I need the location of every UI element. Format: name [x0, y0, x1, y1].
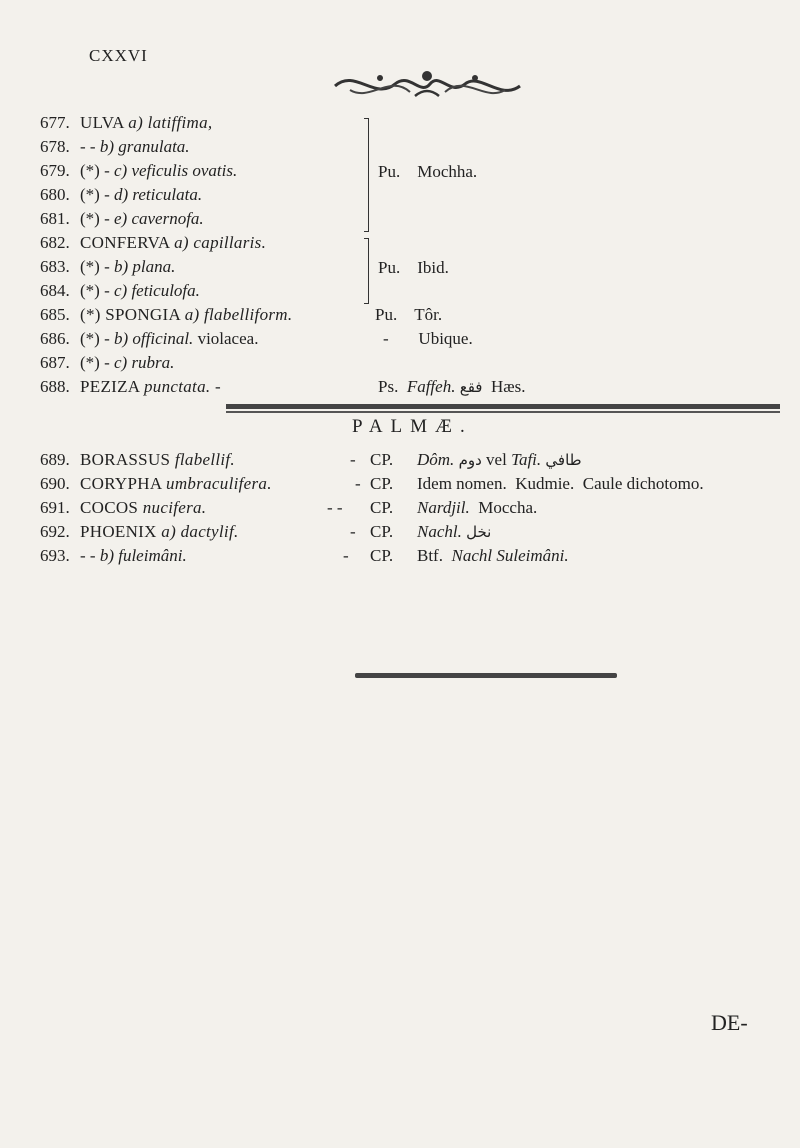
entry-number: 681.: [40, 209, 70, 228]
list-item: 690. CORYPHA umbraculifera. - CP. Idem nomen. Kudmie. Caule dichotomo.: [40, 474, 704, 493]
genus-name: (*) - d) reticulata.: [80, 185, 203, 204]
list-item: 689. BORASSUS flabellif. - CP. Dôm. دوم vel Tafi. طافي: [40, 450, 582, 469]
bracket: [364, 118, 369, 232]
entry-number: 693.: [40, 546, 70, 565]
note: Nachl. نخل: [417, 522, 492, 541]
entry-number: 686.: [40, 329, 70, 348]
entry-number: 692.: [40, 522, 70, 541]
entry-number: 685.: [40, 305, 70, 324]
entry-number: 683.: [40, 257, 70, 276]
entry-number: 689.: [40, 450, 70, 469]
ornament-icon: [330, 66, 525, 106]
code: CP.: [370, 546, 394, 565]
code: CP.: [370, 498, 394, 517]
genus-name: PHOENIX a) dactylif.: [80, 522, 239, 541]
locality-685: Pu. Tôr.: [375, 305, 443, 324]
bracket: [364, 238, 369, 304]
page-number: CXXVI: [89, 46, 148, 65]
genus-name: (*) - b) officinal. violacea.: [80, 329, 259, 348]
genus-name: (*) - c) veficulis ovatis.: [80, 161, 238, 180]
locality-688: Ps. Faffeh. فقع Hæs.: [378, 377, 526, 396]
genus-name: (*) - c) rubra.: [80, 353, 175, 372]
entry-number: 684.: [40, 281, 70, 300]
divider: [226, 404, 780, 409]
note: Nardjil. Moccha.: [417, 498, 538, 517]
list-item: 691. COCOS nucifera. - - CP. Nardjil. Moccha.: [40, 498, 538, 517]
entry-number: 688.: [40, 377, 70, 396]
note: Btf. Nachl Suleimâni.: [417, 546, 569, 565]
entry-number: 679.: [40, 161, 70, 180]
entry-number: 691.: [40, 498, 70, 517]
section-title: PALMÆ.: [352, 416, 473, 437]
entry-number: 690.: [40, 474, 70, 493]
genus-name: (*) - e) cavernofa.: [80, 209, 204, 228]
genus-name: - - b) fuleimâni.: [80, 546, 187, 565]
genus-name: CONFERVA a) capillaris.: [80, 233, 267, 252]
entry-number: 682.: [40, 233, 70, 252]
code: CP.: [370, 450, 394, 469]
entry-number: 687.: [40, 353, 70, 372]
locality-group2: Pu. Ibid.: [378, 258, 449, 277]
genus-name: ULVA a) latiffima,: [80, 113, 213, 132]
genus-name: COCOS nucifera.: [80, 498, 207, 517]
genus-name: (*) - c) feticulofa.: [80, 281, 200, 300]
genus-name: BORASSUS flabellif.: [80, 450, 235, 469]
genus-name: (*) SPONGIA a) flabelliform.: [80, 305, 293, 324]
genus-name: (*) - b) plana.: [80, 257, 176, 276]
entry-number: 677.: [40, 113, 70, 132]
list-item: 692. PHOENIX a) dactylif. - CP. Nachl. نخل: [40, 522, 492, 541]
entry-number: 678.: [40, 137, 70, 156]
locality-686: - Ubique.: [383, 329, 473, 348]
divider: [226, 411, 780, 413]
note: Dôm. دوم vel Tafi. طافي: [417, 450, 582, 469]
locality-group1: Pu. Mochha.: [378, 162, 478, 181]
catchword: DE-: [711, 1010, 748, 1035]
note: Idem nomen. Kudmie. Caule dichotomo.: [417, 474, 704, 493]
genus-name: CORYPHA umbraculifera.: [80, 474, 272, 493]
code: CP.: [370, 522, 394, 541]
list-item: 693. - - b) fuleimâni. - CP. Btf. Nachl Suleimâni.: [40, 546, 569, 565]
divider: [355, 673, 617, 678]
entry-number: 680.: [40, 185, 70, 204]
genus-name: PEZIZA punctata. -: [80, 377, 221, 396]
genus-name: - - b) granulata.: [80, 137, 190, 156]
code: CP.: [370, 474, 394, 493]
